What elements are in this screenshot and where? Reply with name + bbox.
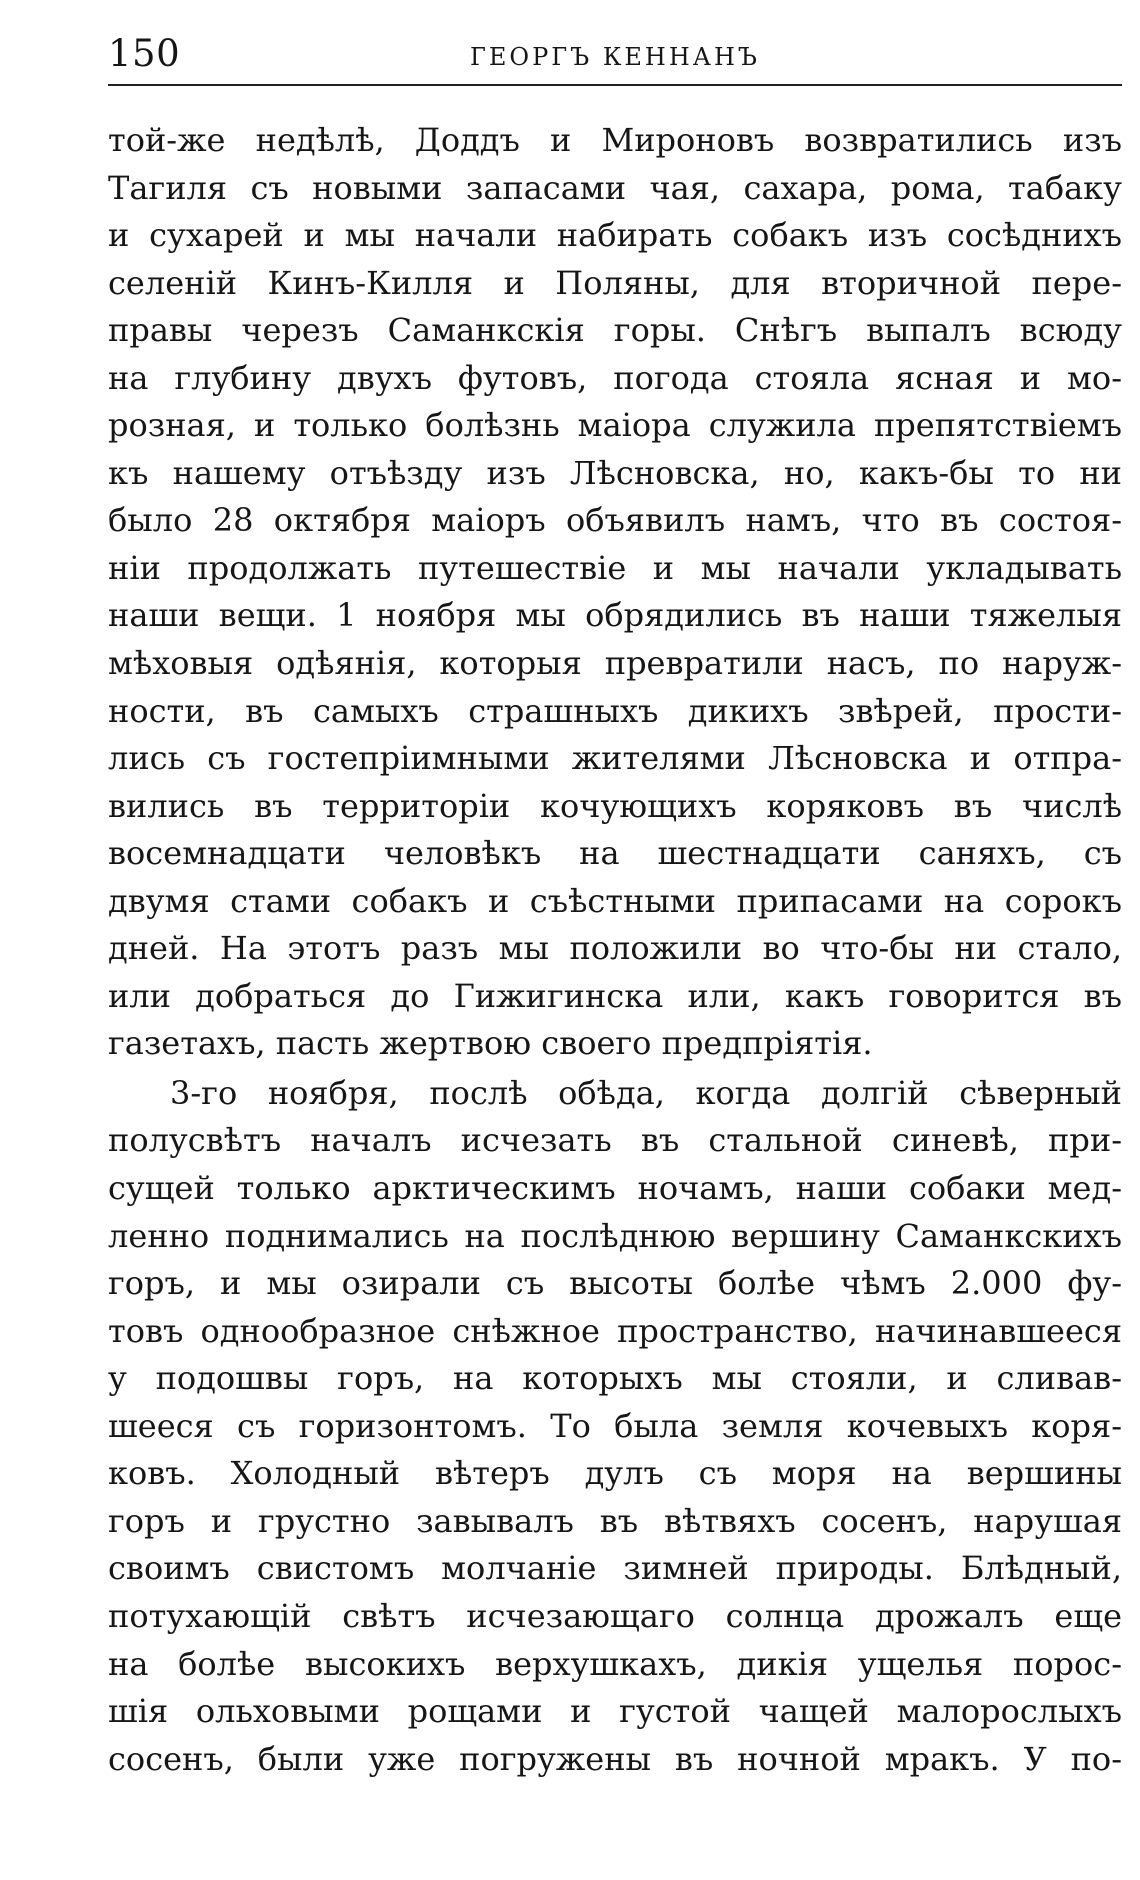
text-line: сосенъ, были уже погружены въ ночной мракъ. У по- [108,1739,1122,1778]
text-line: лись съ гостепріимными жителями Лѣсновска и отпра- [108,739,1122,778]
text-line: горъ, и мы озирали съ высоты болѣе чѣмъ 2.000 фу- [108,1264,1122,1303]
text-line: ности, въ самыхъ страшныхъ дикихъ звѣрей, прости- [108,691,1122,730]
text-line: полусвѣтъ началъ исчезать въ стальной синевѣ, при- [108,1121,1122,1160]
text-line: горъ и грустно завывалъ въ вѣтвяхъ сосенъ, нарушая [108,1501,1122,1540]
text-line: той-же недѣлѣ, Доддъ и Мироновъ возвратились изъ [108,121,1122,159]
running-head [108,28,1122,84]
text-line: потухающій свѣтъ исчезающаго солнца дрожалъ еще [108,1596,1122,1635]
text-line: Тагиля съ новыми запасами чая, сахара, рома, табаку [108,168,1122,207]
text-line: мѣховыя одѣянія, которыя превратили насъ, по наруж- [108,644,1122,683]
running-title: ГЕОРГЪ КЕННАНЪ [470,43,760,71]
text-line: на глубину двухъ футовъ, погода стояла ясная и мо- [108,358,1122,397]
text-line: 3-го ноября, послѣ обѣда, когда долгій сѣверный [170,1073,1122,1112]
page-number: 150 [108,32,181,75]
text-line: шія ольховыми рощами и густой чащей малорослыхъ [108,1692,1122,1731]
text-line: восемнадцати человѣкъ на шестнадцати саняхъ, съ [108,834,1122,873]
paragraph-2 [108,1070,1122,1783]
text-line: и сухарей и мы начали набирать собакъ изъ сосѣднихъ [108,216,1122,255]
text-line: товъ однообразное снѣжное пространство, начинавшееся [108,1311,1122,1350]
text-line: къ нашему отъѣзду изъ Лѣсновска, но, какъ-бы то ни [108,453,1122,492]
text-line: вились въ территоріи кочующихъ коряковъ въ числѣ [108,786,1122,825]
header-rule [108,84,1122,86]
text-line: правы черезъ Саманкскія горы. Снѣгъ выпалъ всюду [108,311,1122,350]
text-line: наши вещи. 1 ноября мы обрядились въ наши тяжелыя [108,596,1122,635]
text-line: дней. На этотъ разъ мы положили во что-бы ни стало, [108,929,1122,968]
text-line: двумя стами собакъ и съѣстными припасами на сорокъ [108,881,1122,920]
text-line: или добраться до Гижигинска или, какъ говорится въ [108,976,1122,1015]
text-line: у подошвы горъ, на которыхъ мы стояли, и сливав- [108,1359,1122,1398]
text-line: ленно поднимались на послѣднюю вершину Саманкскихъ [108,1216,1122,1255]
paragraph-1 [108,117,1122,1068]
text-line: розная, и только болѣзнь маіора служила препятствіемъ [108,406,1122,445]
text-line: ковъ. Холодный вѣтеръ дулъ съ моря на вершины [108,1454,1122,1493]
body-text [108,117,1122,1783]
text-line: ніи продолжать путешествіе и мы начали укладывать [108,548,1122,587]
text-line: сущей только арктическимъ ночамъ, наши собаки мед- [108,1169,1122,1208]
text-line: газетахъ, пасть жертвою своего предпріятія. [108,1024,873,1063]
text-line: на болѣе высокихъ верхушкахъ, дикія ущелья порос- [108,1644,1122,1683]
text-line: шееся съ горизонтомъ. То была земля кочевыхъ коря- [108,1406,1122,1445]
text-line: селеній Кинъ-Килля и Поляны, для вторичной пере- [108,263,1122,302]
text-line: своимъ свистомъ молчаніе зимней природы. Блѣдный, [108,1549,1122,1588]
text-line: было 28 октября маіоръ объявилъ намъ, что въ состоя- [108,501,1122,540]
